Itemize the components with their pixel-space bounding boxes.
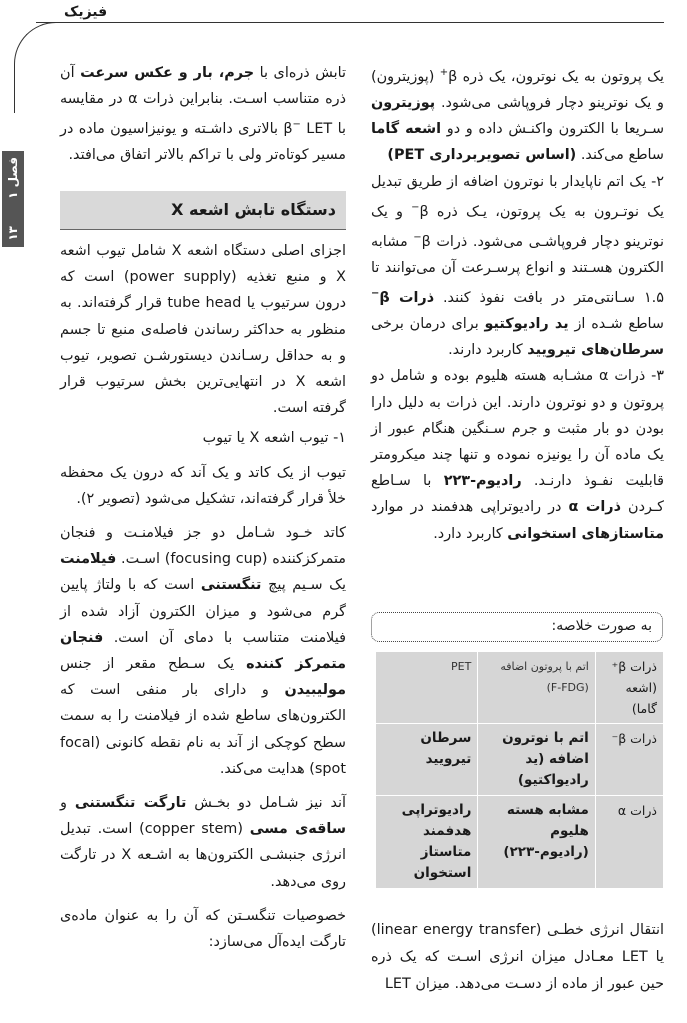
bold-run: سرطان‌های تیرویید (527, 342, 664, 359)
bold-run: ذرات β (379, 289, 435, 306)
superscript-run: − (413, 231, 422, 243)
left-column-top (60, 60, 346, 169)
text-run: و دارای بار منفی است که الکترون‌های ساطع شده از فیلامنت را به سمت سطح کوچکی از آند به نام نقطه کانونی (focal spot) هدایت می‌کند. (60, 682, 346, 777)
bold-run: ساقه‌ی مسی (249, 821, 346, 838)
paragraph-xray-components (60, 238, 346, 421)
text-run: یک سـیم پیچ (261, 577, 346, 594)
chapter-side-tab (2, 151, 24, 247)
page-number: ۱۳ (6, 226, 20, 241)
text-run: و (60, 795, 75, 812)
text-run: تابش ذره‌ای با (254, 65, 346, 81)
text-run: ساطع می‌کند. (576, 147, 664, 164)
paragraph-cathode (60, 520, 346, 782)
header-corner-curve (14, 22, 63, 113)
text-run: در رادیوتراپی هدفمند در موارد (371, 499, 569, 516)
text-run: برای درمان برخی (371, 316, 485, 333)
bold-run: فنجان متمرکز کننده (60, 629, 347, 673)
use-cell: PET (376, 652, 478, 724)
section-heading: دستگاه تابش اشعه X (60, 191, 346, 229)
bold-run: ید رادیوکتیو (484, 316, 569, 333)
bold-run: مولیبیدن (284, 682, 346, 699)
text-run: LET بالاتری داشـته و یونیزاسیون ماده در مسیر کوتاه‌تر ولی با تراکم بالاتر اتفاق می‌افتد. (60, 121, 346, 164)
right-column (371, 60, 664, 547)
text-run: ۲- یک اتم ناپایدار با نوترون اضافه از طریق تبدیل یک نوتـرون به یک پروتون، یـک ذره β (371, 173, 664, 220)
paragraph-tungsten (60, 903, 346, 955)
bold-run: ذرات α (568, 499, 621, 516)
text-run: انتقال انرژی خطـی (linear energy transfer) یا LET معـادل میزان انرژی اسـت که یک ذره حین عبور از ماده از دسـت می‌دهد. میزان LET (371, 922, 664, 992)
subheading-tube (60, 425, 346, 451)
bold-run: پوزیترون (371, 95, 436, 111)
paragraph-let (371, 917, 664, 998)
superscript-run: − (371, 288, 380, 300)
bold-run: رادیوم-۲۲۳ (443, 473, 522, 490)
bold-run: (اساس تصویربرداری PET) (387, 147, 577, 164)
superscript-run: − (411, 201, 420, 213)
paragraph-tube (60, 460, 346, 512)
section-heading-rule (60, 229, 346, 230)
text-run: تیوب از یک کاتد و یک آند که درون یک محفظه خلأ قرار گرفته‌اند، تشکیل می‌شود (تصویر ۲). (60, 464, 346, 507)
text-run: سـریعا با الکترون واکنـش داده و دو (441, 121, 665, 138)
superscript-run: − (292, 119, 301, 131)
chapter-label: فصل ۱ (6, 157, 20, 199)
bold-run: متاستازهای استخوانی (507, 525, 664, 542)
bold-run: فیلامنت (60, 551, 117, 568)
paragraph-radiation-mass (60, 60, 346, 169)
text-run: (copper stem) است. تبدیل انرژی جنبشـی الکترون‌ها به اشـعه X در تارگت روی می‌دهد. (60, 821, 346, 890)
bold-run: اشعه گاما (371, 121, 442, 138)
text-run: اجزای اصلی دستگاه اشعه X شامل تیوب اشعه X و منبع تغذیه (power supply) است که درون سرتیوب یا tube head قرار گرفته‌اند. به منظور به حداکثر رساندن فاصله‌ی منبع تا جسم و به حداقل رسـاندن دیستورشـن تصویر، تیوب اشعه X در انتهایی‌ترین بخش سرتیوب قرار گرفته است. (60, 243, 346, 417)
particle-cell: ذرات α (595, 796, 663, 889)
use-cell: سرطان تیرویید (376, 724, 478, 796)
text-run: با سـاطع کـردن (371, 473, 664, 516)
text-run: آند نیز شـامل دو بخـش (186, 795, 346, 812)
summary-table-row (376, 796, 664, 889)
text-run: کاربرد دارد. (433, 525, 508, 542)
text-run: یک سـطح مقعر از جنس (60, 656, 247, 673)
particle-cell: ذرات β⁺ (اشعه گاما) (595, 652, 663, 724)
summary-table-row (376, 652, 664, 724)
source-cell: اتم با نوترون اضافه (ید رادیواکتیو) (478, 724, 595, 796)
let-paragraph-block (371, 917, 664, 998)
paragraph-anode (60, 790, 346, 895)
header-rule (36, 22, 664, 23)
paragraph-alpha (371, 363, 664, 546)
text-run: مشابه الکترون هسـتند و انواع پرسـرعت آن می‌توانند تا ۱.۵ سـانتی‌متر در بافت نفوذ کنند. (371, 233, 664, 306)
source-cell: مشابه هسته هلیوم (رادیوم-۲۲۳) (478, 796, 595, 889)
text-run: و یک نوترینو دچار فروپاشـی می‌شود. ذرات β (371, 203, 664, 250)
bold-run: تارگت تنگستنی (74, 795, 187, 812)
summary-label: به صورت خلاصه: (551, 618, 652, 634)
summary-table-row (376, 724, 664, 796)
summary-label-box (371, 612, 663, 642)
running-header-title: فیزیک (58, 4, 113, 20)
bold-run: تنگستنی (200, 577, 262, 594)
text-run: (پوزیترون) و یک نوترینو دچار فروپاشی می‌شود. (371, 68, 664, 111)
text-run: ساطع شـده از (568, 316, 664, 333)
paragraph-beta-minus (371, 169, 664, 364)
text-run: یک پروتون به یک نوترون، یک ذره β (448, 68, 665, 85)
source-cell: اتم با پروتون اضافه (F-FDG) (478, 652, 595, 724)
text-run: خصوصیات تنگسـتن که آن را به عنوان ماده‌ی تارگت ایده‌آل می‌سازد: (60, 907, 346, 951)
left-column-body (60, 238, 346, 955)
superscript-run: + (439, 67, 449, 78)
use-cell: رادیوتراپی هدفمند متاستاز استخوان (376, 796, 478, 889)
particle-cell: ذرات β⁻ (595, 724, 663, 796)
text-run: کاتد خـود شـامل دو جز فیلامنـت و فنجان متمرکزکننده (focusing cup) اسـت. (60, 525, 346, 568)
summary-table (375, 651, 664, 889)
text-run: ۳- ذرات α مشـابه هسته هلیوم بوده و شامل دو پروتون و دو نوترون دارند. این ذرات به دلیل دارا بودن دو بار مثبت و جرم سـنگین هنگام عبور از یک ماده آن را یونیزه نموده و تنها چند میکرومتر قابلیت نفـوذ دارنـد. (371, 368, 665, 490)
text-run: آن ذره متناسب اسـت. بنابراین ذرات α در مقایسه با β (60, 65, 346, 138)
text-run: کاربرد دارند. (448, 342, 528, 359)
paragraph-positron (371, 60, 664, 169)
text-run: ۱- تیوب اشعه X یا تیوب (202, 430, 346, 447)
bold-run: جرم، بار و عکس سرعت (80, 65, 255, 81)
text-run: است که با ولتاژ پایین گرم می‌شود و میزان الکترون آزاد شده از فیلامنت متناسب با دمای آن است. (60, 577, 346, 646)
